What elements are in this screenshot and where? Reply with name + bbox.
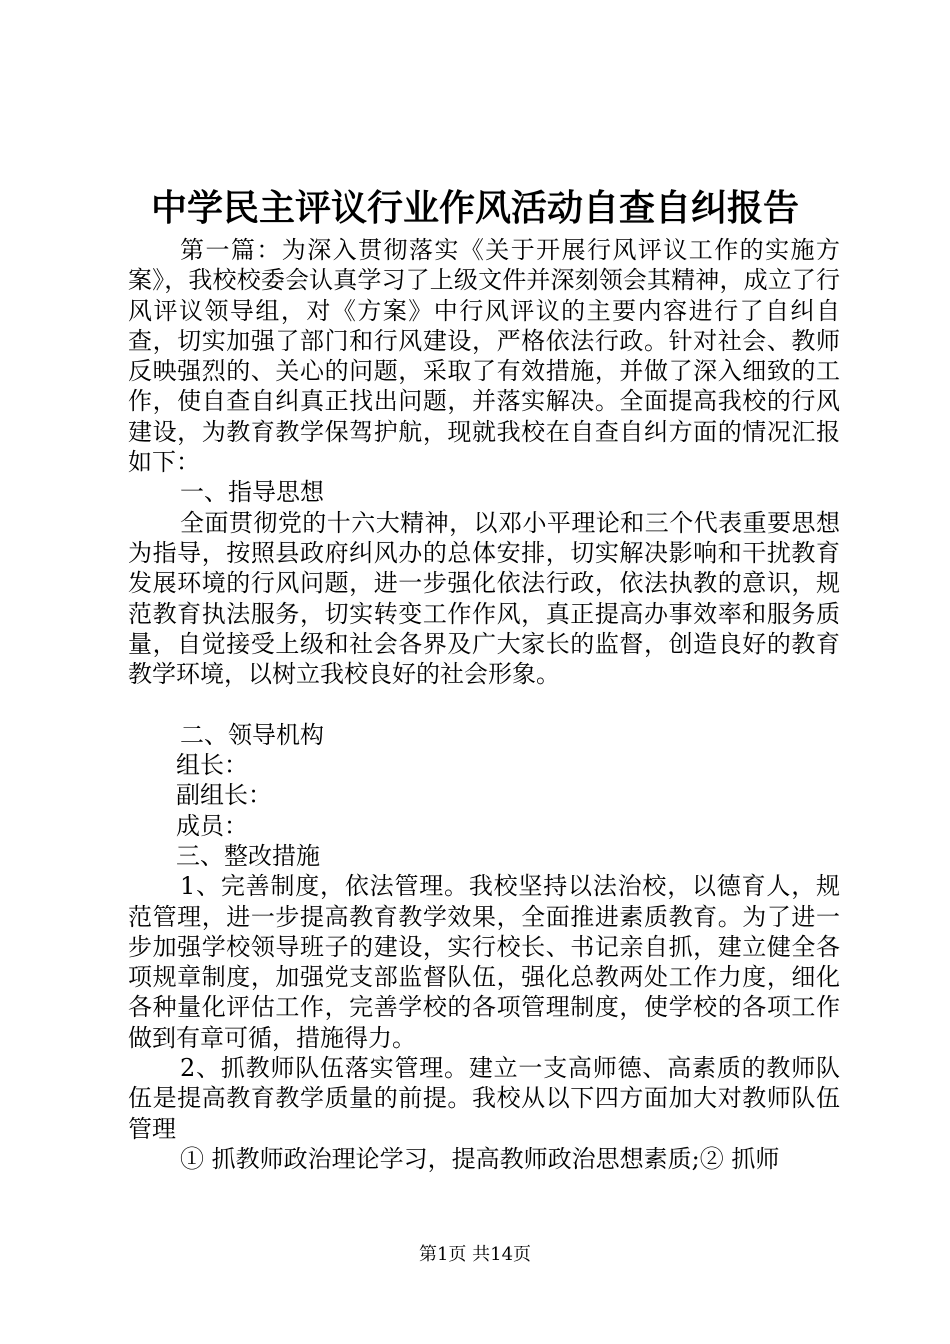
heading-rectification: 三、整改措施 — [176, 841, 320, 870]
heading-guiding-ideology: 一、指导思想 — [180, 478, 324, 507]
heading-leadership: 二、领导机构 — [180, 720, 324, 749]
paragraph-intro: 第一篇：为深入贯彻落实《关于开展行风评议工作的实施方案》，我校校委会认真学习了上级文件并深刻领会其精神，成立了行风评议领导组，对《方案》中行风评议的主要内容进行了自纠自查，切实加强了部门和行风建设，严格依法行政。针对社会、教师反映强烈的、关心的问题，采取了有效措施，并做了深入细致的工作，使自查自纠真正找出问题，并落实解决。全面提高我校的行风建设，为教育教学保驾护航，现就我校在自查自纠方面的情况汇报如下： — [128, 236, 840, 477]
leader-line: 组长： — [176, 751, 248, 780]
members-line: 成员： — [176, 811, 248, 840]
paragraph-measure-1: 1、完善制度，依法管理。我校坚持以法治校，以德育人，规范管理，进一步提高教育教学效果，全面推进素质教育。为了进一步加强学校领导班子的建设，实行校长、书记亲自抓，建立健全各项规章制度，加强党支部监督队伍，强化总教两处工作力度，细化各种量化评估工作，完善学校的各项管理制度，使学校的各项工作做到有章可循，措施得力。 — [128, 872, 840, 1052]
page-footer: 第1页 共14页 — [418, 1244, 532, 1265]
blank-line — [128, 689, 840, 719]
paragraph-measure-2-items: ① 抓教师政治理论学习，提高教师政治思想素质;② 抓师 — [180, 1144, 780, 1173]
document-body — [128, 235, 840, 1174]
document-title: 中学民主评议行业作风活动自查自纠报告 — [150, 187, 799, 229]
paragraph-measure-2: 2、抓教师队伍落实管理。建立一支高师德、高素质的教师队伍是提高教育教学质量的前提。我校从以下四方面加大对教师队伍管理 — [128, 1054, 840, 1143]
paragraph-guiding-ideology: 全面贯彻党的十六大精神，以邓小平理论和三个代表重要思想为指导，按照县政府纠风办的总体安排，切实解决影响和干扰教育发展环境的行风问题，进一步强化依法行政，依法执教的意识，规范教育执法服务，切实转变工作作风，真正提高办事效率和服务质量，自觉接受上级和社会各界及广大家长的监督，创造良好的教育教学环境，以树立我校良好的社会形象。 — [128, 508, 840, 689]
deputy-leader-line: 副组长： — [176, 781, 272, 810]
